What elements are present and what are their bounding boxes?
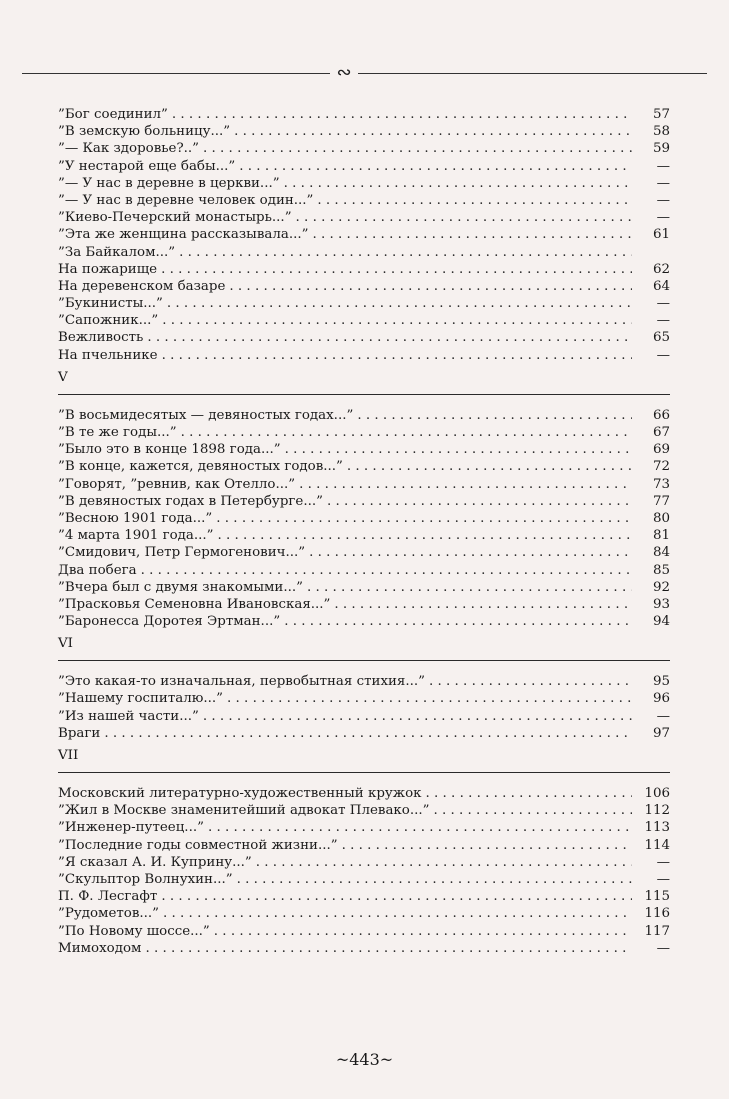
toc-entry[interactable] xyxy=(58,312,670,329)
toc-entry-page: 80 xyxy=(652,510,670,526)
toc-entry-title: ”В конце, кажется, девяностых годов...” xyxy=(58,459,343,475)
toc-entry-page: 57 xyxy=(652,107,670,122)
toc-entry[interactable] xyxy=(58,192,670,209)
toc-entry[interactable] xyxy=(58,802,670,819)
dot-leader xyxy=(299,476,632,493)
toc-entry-title: На пожарище xyxy=(58,261,158,277)
dot-leader xyxy=(296,209,632,226)
toc-entry-page: 65 xyxy=(652,330,670,346)
toc-entry-page: 59 xyxy=(652,141,670,157)
toc-entry-title: ”Бог соединил” xyxy=(58,107,168,122)
toc-entry-page: 92 xyxy=(652,579,670,595)
toc-entry-page: 95 xyxy=(652,674,670,690)
dot-leader xyxy=(309,544,632,561)
dot-leader xyxy=(162,312,632,329)
toc-entry-title: ”Говорят, ”ревнив, как Отелло...” xyxy=(58,476,296,492)
toc-entry-page: 112 xyxy=(644,803,670,819)
toc-entry-page: 58 xyxy=(652,124,670,140)
toc-entry-title: ”Весною 1901 года...” xyxy=(58,510,213,526)
toc-entry-page: 81 xyxy=(652,528,670,544)
toc-entry-title: ”4 марта 1901 года...” xyxy=(58,528,214,544)
header-rule xyxy=(22,73,707,74)
toc-entry-title: ”Нашему госпиталю...” xyxy=(58,691,224,707)
dot-leader xyxy=(167,295,632,312)
toc-entry-page: 73 xyxy=(652,476,670,492)
toc-entry-title: ”За Байкалом...” xyxy=(58,244,176,260)
toc-entry-title: ”Скульптор Волнухин...” xyxy=(58,871,233,887)
toc-entry-title: ”Эта же женщина рассказывала...” xyxy=(58,227,309,243)
toc-entry[interactable] xyxy=(58,613,670,630)
dot-leader xyxy=(216,510,632,527)
toc-entry-page: 97 xyxy=(652,725,670,741)
dot-leader xyxy=(347,458,632,475)
toc-entry-title: ”В земскую больницу...” xyxy=(58,124,231,140)
section-rule xyxy=(58,660,670,661)
dot-leader xyxy=(317,192,632,209)
dot-leader xyxy=(342,837,632,854)
toc-entry[interactable] xyxy=(58,329,670,346)
toc-entry-page: — xyxy=(656,940,670,956)
toc-entry[interactable] xyxy=(58,278,670,295)
toc-entry-page: — xyxy=(656,871,670,887)
toc-entry-title: ”— Как здоровье?..” xyxy=(58,141,200,157)
toc-entry[interactable] xyxy=(58,424,670,441)
toc-entry-title: ”У нестарой еще бабы...” xyxy=(58,158,236,174)
dot-leader xyxy=(429,673,632,690)
section-heading: V xyxy=(58,369,68,385)
toc-entry-page: — xyxy=(656,708,670,724)
toc-entry-title: ”Было это в конце 1898 года...” xyxy=(58,442,281,458)
dot-leader xyxy=(161,888,632,905)
toc-entry-title: ”Последние годы совместной жизни...” xyxy=(58,837,338,853)
toc-entry[interactable] xyxy=(58,226,670,243)
toc-entry[interactable] xyxy=(58,510,670,527)
dot-leader xyxy=(161,261,632,278)
toc-entry-title: ”В те же годы...” xyxy=(58,425,177,440)
toc-entry-page: — xyxy=(656,296,670,312)
toc-entry[interactable] xyxy=(58,244,670,261)
toc-entry-page: 66 xyxy=(652,407,670,423)
dot-leader xyxy=(234,123,632,140)
section-heading: VII xyxy=(58,748,79,763)
section-rule xyxy=(58,772,670,773)
toc-entry-title: ”Киево-Печерский монастырь...” xyxy=(58,210,292,226)
toc-entry-page: 67 xyxy=(652,425,670,440)
toc-entry-title: ”— У нас в деревне человек один...” xyxy=(58,192,314,208)
toc-entry[interactable] xyxy=(58,476,670,493)
dot-leader xyxy=(163,905,632,922)
toc-entry-page: — xyxy=(656,313,670,329)
toc-entry-page: 85 xyxy=(652,562,670,578)
toc-entry-title: ”Инженер-путеец...” xyxy=(58,820,204,836)
dot-leader xyxy=(181,424,632,441)
toc-entry-page: 114 xyxy=(644,837,670,853)
toc-entry-page: 93 xyxy=(652,596,670,612)
toc-entry-title: ”Рудометов...” xyxy=(58,906,160,922)
toc-entry[interactable] xyxy=(58,407,670,424)
toc-entry-title: ”В девяностых годах в Петербурге...” xyxy=(58,493,323,509)
toc-entry-page: 115 xyxy=(644,889,670,905)
toc-entry-page: — xyxy=(656,210,670,226)
toc-entry[interactable] xyxy=(58,819,670,836)
toc-entry-page: 117 xyxy=(644,923,670,939)
toc-entry[interactable] xyxy=(58,940,670,957)
header-ornament: ∾ xyxy=(330,64,358,82)
toc-entry[interactable] xyxy=(58,596,670,613)
toc-entry-title: Московский литературно-художественный кружок xyxy=(58,786,422,801)
dot-leader xyxy=(179,244,632,261)
toc-entry-title: Вежливость xyxy=(58,330,144,346)
dot-leader xyxy=(284,175,632,192)
toc-entry-page: 62 xyxy=(652,261,670,277)
toc-entry[interactable] xyxy=(58,579,670,596)
toc-entry-page: 61 xyxy=(652,227,670,243)
toc-entry-page: 94 xyxy=(652,614,670,630)
dot-leader xyxy=(227,690,632,707)
toc-entry[interactable] xyxy=(58,690,670,707)
dot-leader xyxy=(312,226,632,243)
toc-entry-title: ”Прасковья Семеновна Ивановская...” xyxy=(58,596,331,612)
toc-entry-title: Мимоходом xyxy=(58,940,142,956)
dot-leader xyxy=(141,562,632,579)
dot-leader xyxy=(327,493,632,510)
dot-leader xyxy=(203,708,632,725)
dot-leader xyxy=(285,441,632,458)
dot-leader xyxy=(104,725,632,742)
toc-entry-page: 84 xyxy=(652,545,670,561)
page-number: ~443~ xyxy=(335,1050,394,1069)
toc-entry-page: — xyxy=(656,175,670,191)
toc-entry-page: 77 xyxy=(652,493,670,509)
toc-entry-title: П. Ф. Лесгафт xyxy=(58,889,158,905)
toc-entry-title: ”Баронесса Доротея Эртман...” xyxy=(58,614,281,630)
toc-entry[interactable] xyxy=(58,562,670,579)
dot-leader xyxy=(334,596,632,613)
dot-leader xyxy=(218,527,633,544)
dot-leader xyxy=(237,871,632,888)
toc-entry-page: 113 xyxy=(644,820,670,836)
toc-entry-page: 69 xyxy=(652,442,670,458)
dot-leader xyxy=(229,278,632,295)
dot-leader xyxy=(284,613,632,630)
toc-entry[interactable] xyxy=(58,140,670,157)
toc-entry[interactable] xyxy=(58,673,670,690)
toc-entry-page: 72 xyxy=(652,459,670,475)
dot-leader xyxy=(147,329,632,346)
dot-leader xyxy=(172,106,632,123)
dot-leader xyxy=(203,140,632,157)
toc-entry-title: Враги xyxy=(58,725,101,741)
dot-leader xyxy=(239,158,632,175)
toc-entry-title: ”Жил в Москве знаменитейший адвокат Плевако...” xyxy=(58,803,430,819)
toc-entry-page: — xyxy=(656,347,670,363)
dot-leader xyxy=(357,407,632,424)
toc-entry[interactable] xyxy=(58,261,670,278)
toc-entry-title: ”Из нашей части...” xyxy=(58,708,199,724)
toc-entry[interactable] xyxy=(58,209,670,226)
toc-entry[interactable] xyxy=(58,905,670,922)
toc-entry-title: ”Сапожник...” xyxy=(58,313,159,329)
toc-entry-page: — xyxy=(656,854,670,870)
toc-entry[interactable] xyxy=(58,458,670,475)
dot-leader xyxy=(256,854,632,871)
dot-leader xyxy=(162,347,632,364)
toc-entry-page: 106 xyxy=(644,786,670,801)
toc-entry[interactable] xyxy=(58,158,670,175)
toc-entry-page: 116 xyxy=(644,906,670,922)
toc-entry[interactable] xyxy=(58,106,670,123)
toc-entry-title: На пчельнике xyxy=(58,347,158,363)
toc-entry[interactable] xyxy=(58,527,670,544)
toc-entry-title: На деревенском базаре xyxy=(58,278,226,294)
toc-entry-title: ”В восьмидесятых — девяностых годах...” xyxy=(58,407,354,423)
dot-leader xyxy=(426,785,632,802)
toc-entry-page: — xyxy=(656,192,670,208)
dot-leader xyxy=(145,940,632,957)
toc-entry-title: ”Я сказал А. И. Куприну...” xyxy=(58,854,252,870)
toc-entry-page: 96 xyxy=(652,691,670,707)
toc-entry[interactable] xyxy=(58,708,670,725)
toc-entry[interactable] xyxy=(58,923,670,940)
dot-leader xyxy=(433,802,632,819)
toc-entry[interactable] xyxy=(58,347,670,364)
section-heading: VI xyxy=(58,636,73,652)
toc-entry-title: ”Букинисты...” xyxy=(58,296,163,312)
toc-entry-title: ”Смидович, Петр Гермогенович...” xyxy=(58,545,306,561)
section-rule xyxy=(58,394,670,395)
toc-entry[interactable] xyxy=(58,888,670,905)
toc-entry-page: — xyxy=(656,158,670,174)
table-of-contents xyxy=(58,106,670,957)
toc-entry[interactable] xyxy=(58,544,670,561)
toc-entry-title: ”Вчера был с двумя знакомыми...” xyxy=(58,579,303,595)
toc-entry-title: ”По Новому шоссе...” xyxy=(58,923,210,939)
toc-entry-title: ”— У нас в деревне в церкви...” xyxy=(58,175,280,191)
toc-entry[interactable] xyxy=(58,295,670,312)
toc-entry[interactable] xyxy=(58,837,670,854)
dot-leader xyxy=(307,579,632,596)
toc-entry[interactable] xyxy=(58,493,670,510)
toc-entry-title: Два побега xyxy=(58,562,137,578)
toc-entry[interactable] xyxy=(58,175,670,192)
toc-entry[interactable] xyxy=(58,785,670,802)
toc-entry[interactable] xyxy=(58,725,670,742)
dot-leader xyxy=(214,923,632,940)
toc-entry[interactable] xyxy=(58,854,670,871)
toc-entry-title: ”Это какая-то изначальная, первобытная стихия...” xyxy=(58,674,425,690)
toc-entry[interactable] xyxy=(58,123,670,140)
dot-leader xyxy=(208,819,632,836)
toc-entry[interactable] xyxy=(58,441,670,458)
toc-entry[interactable] xyxy=(58,871,670,888)
toc-entry-page: 64 xyxy=(652,278,670,294)
